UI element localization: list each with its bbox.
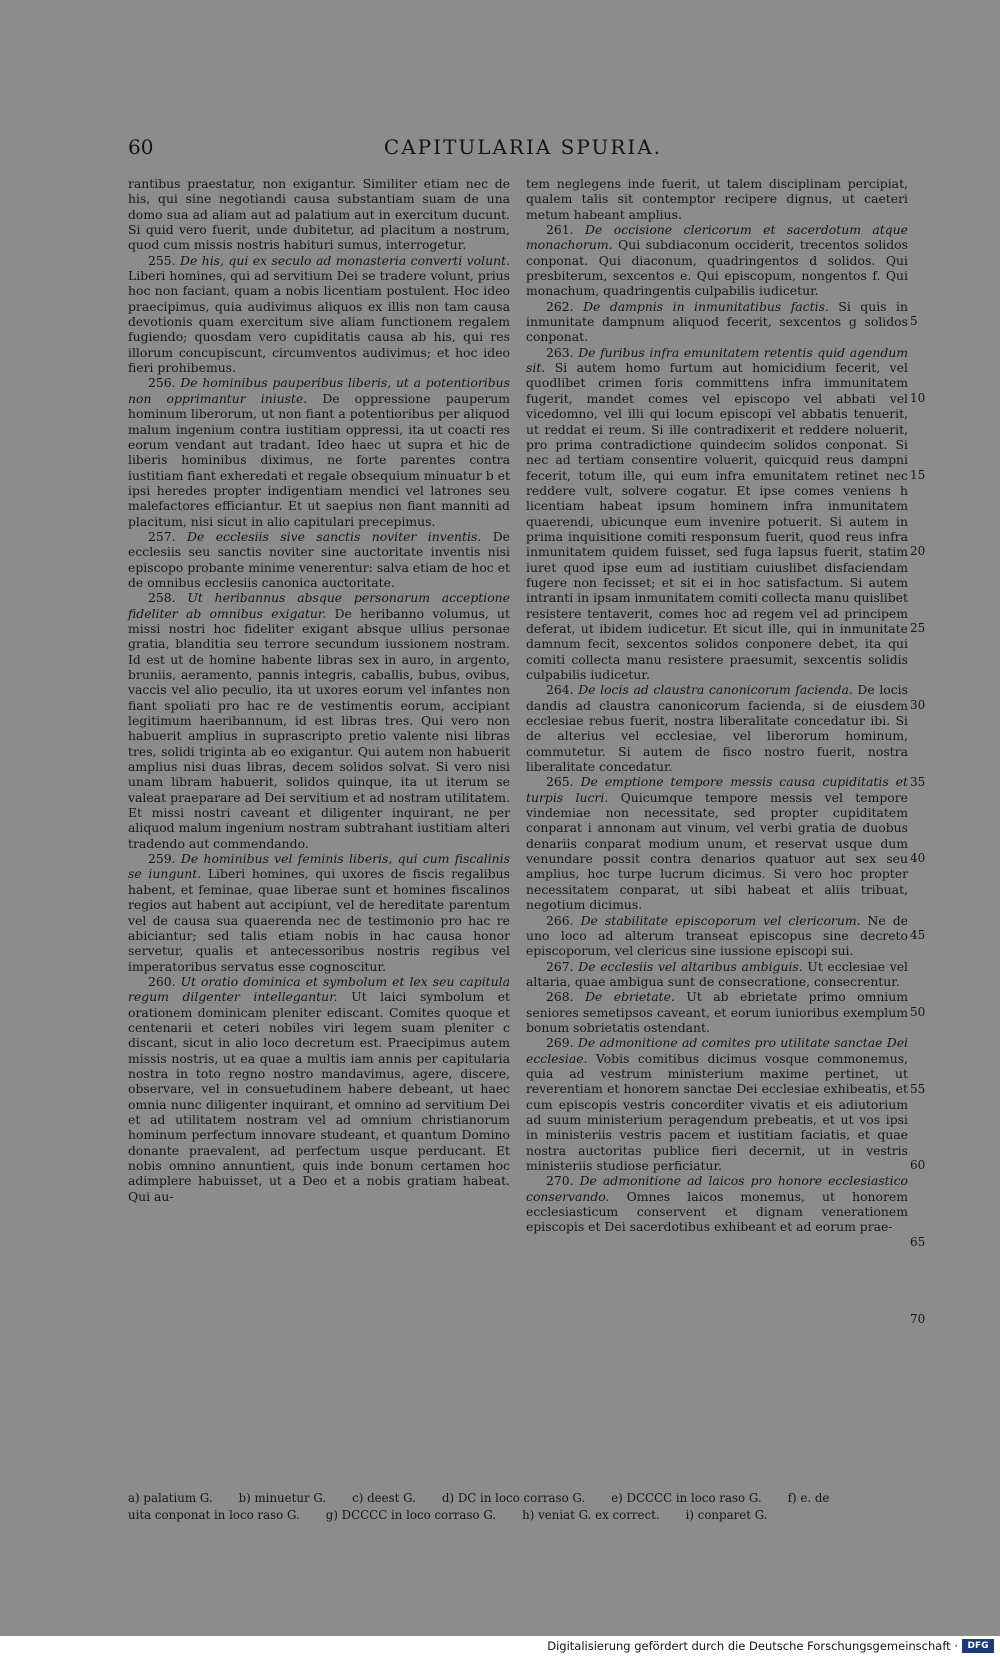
footnote-mark: a) <box>128 1491 140 1505</box>
paragraph <box>526 682 908 774</box>
line-number: 70 <box>910 1311 926 1326</box>
page-number: 60 <box>128 135 154 159</box>
right-column <box>526 176 908 1235</box>
section-title: De furibus infra emunitatem retentis quid agendum sit. <box>526 344 908 376</box>
paragraph <box>128 529 510 590</box>
footer-bar <box>0 1636 1000 1657</box>
section-number: 260. <box>148 973 176 989</box>
footnote-mark: h) <box>522 1508 535 1522</box>
footnote-mark: f) <box>787 1491 797 1505</box>
section-number: 262. <box>546 298 574 314</box>
section-text: Ut ab ebrietate primo omnium seniores semetipsos caveant, et eorum iunioribus exemplum bonum sobrietatis ostendant. <box>526 989 908 1035</box>
line-number: 45 <box>910 928 926 943</box>
line-number: 20 <box>910 544 926 559</box>
footnote <box>326 1508 496 1522</box>
section-text: Omnes laicos monemus, ut honorem ecclesiasticum conservent et dignam venerationem episcopis et Dei sacerdotibus exhibeant et ad eorum prae- <box>526 1188 908 1235</box>
footnote-mark: g) <box>325 1508 338 1522</box>
section-text: Si autem homo furtum aut homicidium fecerit, vel quodlibet crimen foris committens infra immunitatem fugerit, mandet comes vel episcopo vel abbati vel vicedomno, vel illi qui locum episcopi vel abbatis tenuerit, ut reddat ei reum. Si ille contradixerit et reddere noluerit, pro prima contradictione quindecim solidos conponat. Si nec ad tertiam consentire voluerit, quicquid reus dampni fecerit, totum ille, qui eum infra emunitatem retinet nec reddere vult, solvere cogatur. Et ipse comes veniens h licentiam habeat ipsum hominem infra inmunitatem quaerendi, ubicunque eum invenire potuerit. Si autem in prima inquisitione comiti responsum fuerit, quod reus infra inmunitatem quidem fuisset, sed fuga lapsus fuerit, statim iuret quod ipse eum ad iustitiam cuiuslibet disfaciendam fugere non fecisset; et sit ei in hoc satisfactum. Si autem intranti in ipsam inmunitatem comiti collecta manu quislibet resistere tentaverit, comes hoc ad regem vel ad principem deferat, ut ibidem iudicetur. Et sicut ille, qui in inmunitate damnum fecit, sexcentos solidos conponere debet, ita qui comiti collecta manu resistere praesumit, sexcentis solidis culpabilis iudicetur. <box>526 360 908 682</box>
paragraph <box>526 222 908 299</box>
footnote-text: deest G. <box>367 1491 416 1505</box>
footnote <box>442 1491 585 1505</box>
footnote-line <box>128 1490 918 1507</box>
footnote <box>686 1508 768 1522</box>
paragraph <box>526 959 908 990</box>
section-title: De admonitione ad comites pro utilitate sanctae Dei ecclesiae. <box>526 1035 908 1066</box>
footnote-text: minuetur G. <box>254 1491 327 1505</box>
line-number: 40 <box>910 851 926 866</box>
section-text: Ut laici symbolum et orationem dominicam pleniter ediscant. Comites quoque et centenarii et ceteri nobiles viri legem suam pleniter c discant, sicut in alio loco decretum est. Praecipimus autem missis nostris, ut ea quae a multis iam annis per capitularia nostra in toto regno nostro mandavimus, agere, discere, observare, vel in consuetudinem habere debeant, ut haec omnia nunc diligenter inquirant, et omnino ad servitium Dei et ad utilitatem nostram vel ad omnium christianorum hominum perfectum innovare studeant, et quantum Domino donante praevalent, ad perfectum usque perducant. Et nobis omnino annuntient, quis inde bonum certamen hoc adimplere habuisset, ut a Deo et a nobis gratiam habeat. Qui au- <box>128 989 510 1204</box>
dfg-logo: DFG <box>962 1639 994 1653</box>
section-text: tem neglegens inde fuerit, ut talem disciplinam percipiat, qualem talis sit contemptor recipere dignus, ut caeteri metum habeant amplius. <box>526 176 908 222</box>
section-text: Si quis in inmunitate dampnum aliquod fecerit, sexcentos g solidos conponat. <box>526 298 908 345</box>
section-number: 255. <box>148 252 176 268</box>
section-title: De dampnis in inmunitatibus factis. <box>583 298 829 314</box>
section-title: De ecclesiis vel altaribus ambiguis. <box>578 958 803 974</box>
footnote-text: palatium G. <box>143 1491 213 1505</box>
section-text: Quicumque tempore messis vel tempore vindemiae non necessitate, sed propter cupiditatem conparat i annonam aut vinum, vel verbi gratia de duobus denariis conparat modium unum, et reservat usque dum venundare possit contra denarios quatuor aut sex seu amplius, hoc turpe lucrum dicimus. Si vero hoc propter necessitatem conparat, ut sibi habeat et aliis tribuat, negotium dicimus. <box>526 789 908 913</box>
footnote <box>352 1491 416 1505</box>
line-number: 55 <box>910 1081 926 1096</box>
footnote-mark: e) <box>611 1491 623 1505</box>
section-number: 269. <box>546 1035 574 1051</box>
paragraph <box>128 176 510 253</box>
paragraph <box>526 989 908 1035</box>
dfg-credit: Digitalisierung gefördert durch die Deutsche Forschungsgemeinschaft · <box>547 1639 958 1653</box>
section-text: rantibus praestatur, non exigantur. Similiter etiam nec de his, qui sine negotiandi causa substantiam suam de una domo sua ad aliam aut ad palatium aut in exercitum ducunt. Si quid vero fuerit, unde dubitetur, ad placitum a nostrum, quod cum missis nostris habituri sumus, interrogetur. <box>128 176 510 253</box>
section-text: De heribanno volumus, ut missi nostri hoc fideliter exigant absque ullius personae gratia, blanditia seu terrore secundum iussionem nostram. Id est ut de homine habente libras sex in auro, in argento, bruniis, aeramento, pannis integris, caballis, bubus, ovibus, vaccis vel alio peculio, ita ut uxores eorum vel infantes non fiant spoliati pro hac re de vestimentis eorum, accipiant legitimum haeribannum, id est libras tres. Qui vero non habuerit amplius in suprascripto pretio valente nisi libras tres, solidi triginta ab eo exigantur. Qui autem non habuerit amplius nisi duas libras, decem solidos solvat. Si vero nisi unam libram habuerit, solidos quinque, ita ut iterum se valeat praeparare ad Dei servitium et ad nostram utilitatem. Et missi nostri caveant et diligenter inquirant, ne per aliquod malum ingenium nostram subtrahant iustitiam alteri tradendo aut commendando. <box>128 605 510 851</box>
section-text: Vobis comitibus dicimus vosque commonemus, quia ad vestrum ministerium maxime pertinet, ut reverentiam et honorem sanctae Dei ecclesiae exhibeatis, et cum episcopis vestris concorditer vivatis et eis adiutorium ad suum ministerium peragendum prebeatis, et ut vos ipsi in ministeriis vestris pacem et iustitiam faciatis, et quae nostra auctoritas publice fieri decernit, ut in vestris ministeriis studiose perficiatur. <box>526 1050 908 1173</box>
paragraph <box>128 851 510 974</box>
section-title: De admonitione ad laicos pro honore ecclesiastico conservando. <box>526 1173 908 1204</box>
footnote-mark: c) <box>352 1491 364 1505</box>
section-title: De stabilitate episcoporum vel clericorum. <box>580 912 861 928</box>
section-text: De locis dandis ad claustra canonicorum facienda, si de eiusdem ecclesiae rebus fuerit, nostra liberalitate concedatur ibi. Si de alterius vel ecclesiae, vel liberorum hominum, commutetur. Si autem de fisco nostro fuerit, nostra liberalitate concedatur. <box>526 682 909 775</box>
line-number: 60 <box>910 1158 926 1173</box>
footnote <box>239 1491 327 1505</box>
footnotes <box>128 1490 918 1524</box>
section-text: Ne de uno loco ad alterum transeat episcopus sine decreto episcoporum, vel clericus sine iussione episcopi sui. <box>526 912 908 959</box>
footnote-text: conparet G. <box>697 1508 768 1522</box>
footnote-line <box>128 1507 918 1524</box>
footnote-text: DCCCC in loco raso G. <box>626 1491 762 1505</box>
section-text: De oppressione pauperum hominum liberorum, ut non fiant a potentioribus per aliquod malum ingenium contra iustitiam oppressi, ita ut coacti res eorum vendant aut tradant. Ideo haec ut supra et hic de liberis hominibus diximus, ne forte parentes contra iustitiam fiant exheredati et regale obsequium minuatur b et ipsi heredes propter indigentiam mendici vel latrones seu malefactores efficiantur. Et ut saepius non fiant manniti ad placitum, nisi sicut in alio capitulari precepimus. <box>128 390 510 529</box>
section-title: De ecclesiis sive sanctis noviter inventis. <box>187 528 482 544</box>
line-number: 10 <box>910 390 926 405</box>
paragraph <box>526 1035 908 1173</box>
section-text: Qui subdiaconum occiderit, trecentos solidos conponat. Qui diaconum, quadringentos d solidos. Qui presbiterum, sexcentos e. Qui episcopum, nongentos f. Qui monachum, quadringentis culpabilis iudicetur. <box>526 237 908 299</box>
paragraph <box>128 590 510 851</box>
section-text: Liberi homines, qui ad servitium Dei se tradere volunt, prius hoc non faciant, quam a nobis licentiam postulent. Hoc ideo praecipimus, quia audivimus aliquos ex illis non tam causa devotionis quam exercitum sive aliam functionem regalem fugiendo; quosdam vero cupiditatis causa ab his, qui res illorum concupiscunt, circumventos audivimus; et hoc ideo fieri prohibemus. <box>128 268 510 376</box>
section-title: De emptione tempore messis causa cupiditatis et turpis lucri. <box>526 774 908 805</box>
section-number: 258. <box>148 590 176 606</box>
paragraph <box>128 375 510 528</box>
paragraph <box>526 774 908 912</box>
line-number: 5 <box>910 314 918 329</box>
section-number: 266. <box>546 912 574 928</box>
line-number: 35 <box>910 774 926 789</box>
section-title: De hominibus pauperibus liberis, ut a potentioribus non opprimantur iniuste. <box>128 375 510 406</box>
line-number: 25 <box>910 621 926 636</box>
section-title: Ut oratio dominica et symbolum et lex seu capitula regum dilgenter intellegantur. <box>128 973 510 1005</box>
paragraph <box>128 253 510 376</box>
footnote-text: e. de <box>800 1491 830 1505</box>
section-title: De locis ad claustra canonicorum facienda. <box>578 682 853 698</box>
footnote <box>128 1491 213 1505</box>
footnote-text: veniat G. ex correct. <box>538 1508 660 1522</box>
section-title: De hominibus vel feminis liberis, qui cum fiscalinis se iungunt. <box>128 851 510 882</box>
section-number: 270. <box>546 1173 574 1189</box>
footnote-mark: i) <box>685 1508 694 1522</box>
paragraph <box>526 345 908 683</box>
paragraph <box>128 974 510 1204</box>
paragraph <box>526 299 908 345</box>
section-text: Ut ecclesiae vel altaria, quae ambigua sunt de consecratione, consecrentur. <box>526 958 908 989</box>
section-title: De his, qui ex seculo ad monasteria converti volunt. <box>180 252 510 268</box>
line-number: 65 <box>910 1235 926 1250</box>
footnote <box>611 1491 761 1505</box>
left-column <box>128 176 510 1204</box>
line-number: 30 <box>910 697 926 712</box>
line-number: 50 <box>910 1004 926 1019</box>
section-text: De ecclesiis seu sanctis noviter sine auctoritate inventis nisi episcopo probante minime venerentur: salva etiam de hoc et de omnibus ecclesiis canonica auctoritate. <box>128 528 510 590</box>
section-number: 264. <box>546 682 574 698</box>
running-title: CAPITULARIA SPURIA. <box>383 135 663 159</box>
footnote <box>788 1491 830 1505</box>
paragraph <box>526 1173 908 1234</box>
section-number: 263. <box>546 344 574 360</box>
section-title: Ut heribannus absque personarum acceptione fideliter ab omnibus exigatur. <box>128 590 510 621</box>
footnote-mark: d) <box>441 1491 455 1505</box>
section-text: Liberi homines, qui uxores de fiscis regalibus habent, et feminae, quae liberae sunt et homines fiscalinos regios aut habent aut accipiunt, vel de hereditate parentum vel de causa sua quaerenda nec de testimonio pro hac re abiciantur; sed talis etiam nobis in hac causa honor servetur, qualis et antecessoribus nostris regibus vel imperatoribus servatus esse cognoscitur. <box>128 866 510 974</box>
footnote-text: DC in loco corraso G. <box>457 1491 586 1505</box>
section-title: De ebrietate. <box>585 989 675 1005</box>
section-number: 265. <box>546 774 574 790</box>
section-number: 256. <box>148 375 176 391</box>
line-number: 15 <box>910 467 926 482</box>
section-number: 267. <box>546 958 574 974</box>
footnote-mark: b) <box>238 1491 251 1505</box>
footnote <box>128 1508 300 1522</box>
footnote <box>522 1508 659 1522</box>
section-title: De occisione clericorum et sacerdotum atque monachorum. <box>526 222 908 253</box>
footnote-text: DCCCC in loco corraso G. <box>341 1508 497 1522</box>
paragraph <box>526 913 908 959</box>
section-number: 261. <box>546 222 574 238</box>
section-number: 259. <box>148 851 176 867</box>
section-number: 257. <box>148 528 176 544</box>
page-header <box>128 135 918 161</box>
footnote-text: uita conponat in loco raso G. <box>128 1508 300 1522</box>
section-number: 268. <box>546 989 574 1005</box>
paragraph <box>526 176 908 222</box>
